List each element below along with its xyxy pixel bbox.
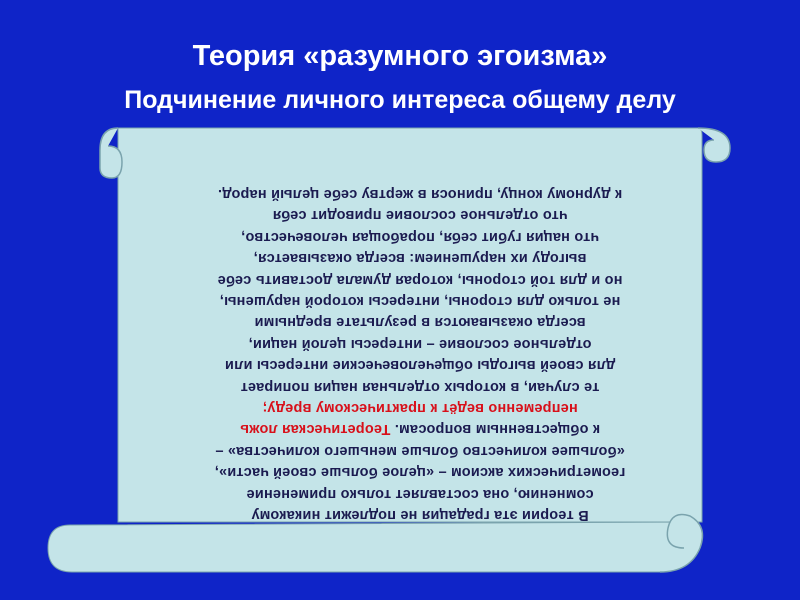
scroll-bottom-roll [48,522,688,572]
scroll-line: что отдельное сословие приводит себя [272,207,568,224]
scroll-top-right-curl [698,128,730,162]
scroll-line: геометрических аксиом – «целое больше своей части», [214,464,626,481]
highlight-line: непременно ведёт к практическому вреду; [262,399,578,416]
scroll-line: сомнению, она составляет только применение [246,485,594,502]
highlight-text: Теоретическая ложь [239,421,391,438]
scroll-text [155,160,685,525]
scroll-line: что нация губит себя, порабощая человечество, [241,228,599,245]
scroll-line [155,418,685,439]
scroll-line: к дурному концу, принося в жертву себе целый народ. [217,185,623,202]
scroll-line: не только для стороны, интересы которой нарушены, [219,292,621,309]
slide-subtitle: Подчинение личного интереса общему делу [124,86,676,114]
scroll-line: но и для той стороны, которая думала доставить себе [217,271,623,288]
scroll-line: «большее количество больше меньшего количества» – [215,442,625,459]
slide-title: Теория «разумного эгоизма» [192,40,608,72]
scroll-line: отдельное сословие – интересы целой нации, [248,335,592,352]
scroll-line: выгоду их нарушением: всегда оказывается, [253,250,587,267]
scroll-line-text: к общественным вопросам. [394,421,601,438]
scroll-line: В теории эта градация не подлежит никакому [251,507,589,523]
scroll-line: те случаи, в которых отдельная нация попирает [240,378,600,395]
scroll-line: всегда оказываются в результате вредными [254,314,586,331]
scroll-line: для своей выгоды общечеловеческие интересы или [224,357,616,374]
